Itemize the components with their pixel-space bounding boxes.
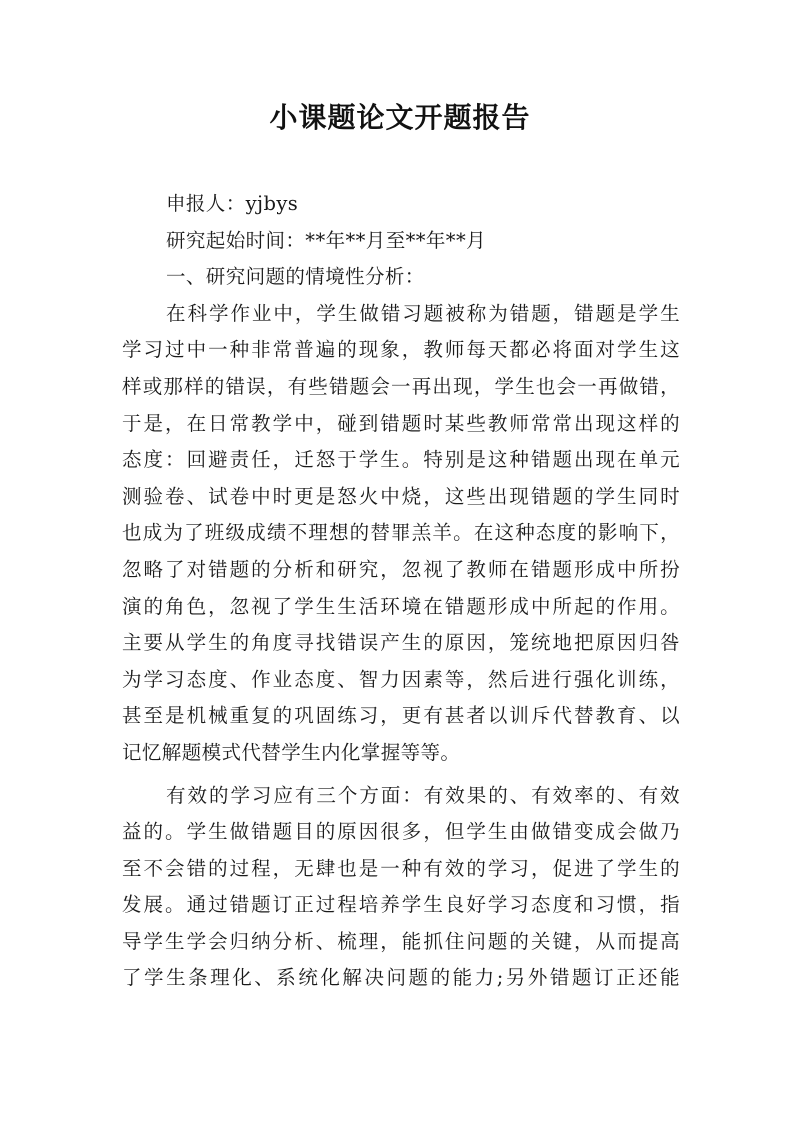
paragraph-line: 主要从学生的角度寻找错误产生的原因，笼统地把原因归咎 [122, 631, 680, 655]
paragraph-2 [122, 778, 680, 998]
paragraph-line: 有效的学习应有三个方面：有效果的、有效率的、有效 [166, 783, 680, 807]
paragraph-line: 导学生学会归纳分析、梳理，能抓住问题的关键，从而提高 [122, 929, 680, 953]
paragraph-line: 发展。通过错题订正过程培养学生良好学习态度和习惯，指 [122, 893, 680, 917]
document-body [122, 186, 680, 997]
reporter-line: 申报人：yjbys [166, 192, 299, 215]
paragraph-line: 学习过中一种非常普遍的现象，教师每天都必将面对学生这 [122, 338, 680, 362]
paragraph-line: 了学生条理化、系统化解决问题的能力;另外错题订正还能 [122, 966, 680, 990]
paragraph-line: 态度：回避责任，迁怒于学生。特别是这种错题出现在单元 [122, 448, 680, 472]
research-period-line: 研究起始时间：**年**月至**年**月 [166, 228, 487, 252]
paragraph-line: 样或那样的错误，有些错题会一再出现，学生也会一再做错， [122, 374, 680, 398]
paragraph-line: 至不会错的过程，无肆也是一种有效的学习，促进了学生的 [122, 856, 680, 880]
paragraph-line: 忽略了对错题的分析和研究，忽视了教师在错题形成中所扮 [122, 557, 680, 581]
paragraph-1 [122, 296, 680, 772]
paragraph-line: 测验卷、试卷中时更是怒火中烧，这些出现错题的学生同时 [122, 484, 680, 508]
paragraph-line: 益的。学生做错题目的原因很多，但学生由做错变成会做乃 [122, 820, 680, 844]
paragraph-line: 甚至是机械重复的巩固练习，更有甚者以训斥代替教育、以 [122, 704, 680, 728]
section-heading: 一、研究问题的情境性分析： [166, 265, 425, 289]
paragraph-line: 在科学作业中，学生做错习题被称为错题，错题是学生 [166, 301, 680, 325]
paragraph-line: 为学习态度、作业态度、智力因素等，然后进行强化训练， [122, 667, 680, 691]
paragraph-line: 演的角色，忽视了学生生活环境在错题形成中所起的作用。 [122, 594, 680, 618]
paragraph-line: 于是，在日常教学中，碰到错题时某些教师常常出现这样的 [122, 411, 680, 435]
paragraph-line: 也成为了班级成绩不理想的替罪羔羊。在这种态度的影响下， [122, 521, 680, 545]
paragraph-line: 记忆解题模式代替学生内化掌握等等。 [122, 740, 461, 764]
document-title: 小课题论文开题报告 [269, 101, 531, 134]
